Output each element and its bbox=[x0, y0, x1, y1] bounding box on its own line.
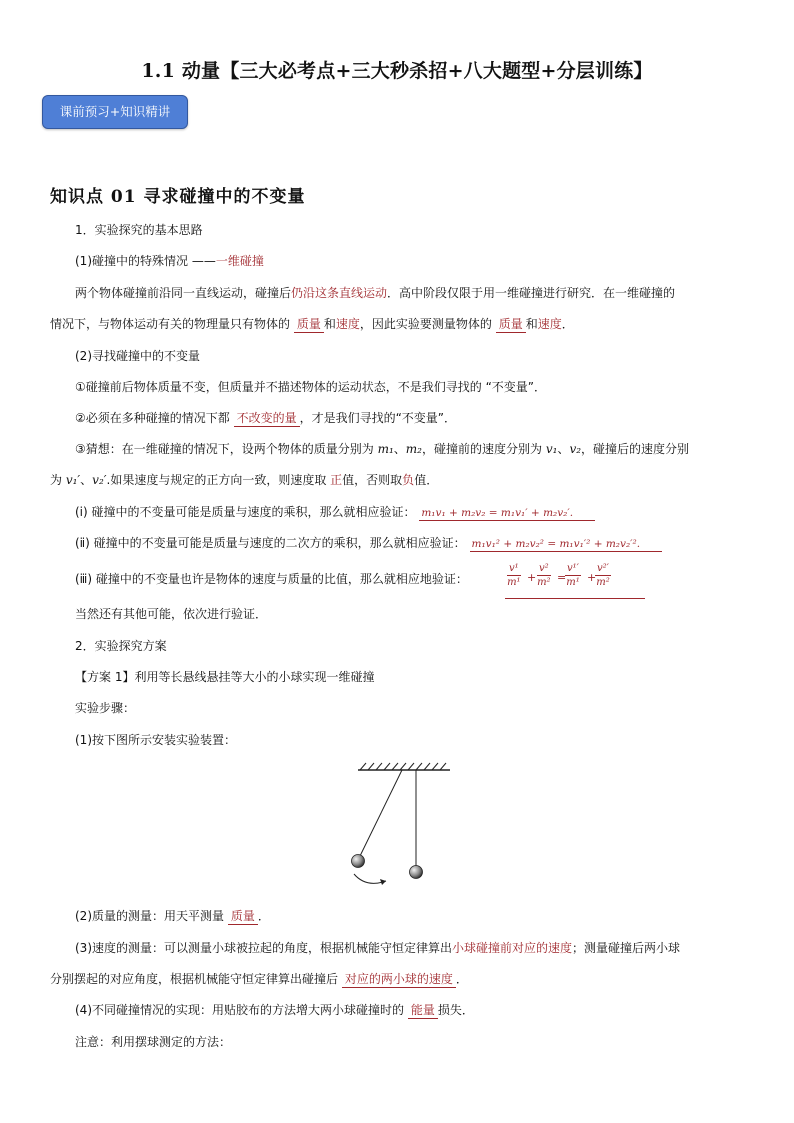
step-3-cont: 分别摆起的对应角度，根据机械能守恒定律算出碰撞后 对应的两小球的速度 ． bbox=[50, 972, 468, 986]
paragraph-line-2: 情况下，与物体运动有关的物理量只有物体的 质量 和速度，因此实验要测量物体的 质量 和速度． bbox=[50, 317, 574, 331]
step-3: (3)速度的测量：可以测量小球被拉起的角度，根据机械能守恒定律算出小球碰撞前对应的速度；测量碰撞后两小球 bbox=[75, 941, 681, 955]
guess-2: (ⅱ) 碰撞中的不变量可能是质量与速度的二次方的乘积，那么就相应验证： m₁v₁² + m₂v₂² = m₁v₁′² + m₂v₂′². bbox=[75, 535, 775, 552]
circle-item-1: ①碰撞前后物体质量不变，但质量并不描述物体的运动状态，不是我们寻找的 “不变量”． bbox=[75, 380, 547, 394]
paragraph-line-1: 两个物体碰撞前沿同一直线运动，碰撞后仍沿这条直线运动．高中阶段仅限于用一维碰撞进行研究．在一维碰撞的 bbox=[75, 286, 676, 300]
note: 注意：利用摆球测定的方法： bbox=[75, 1035, 232, 1049]
knowledge-point-heading: 知识点 01 寻求碰撞中的不变量 bbox=[50, 187, 306, 207]
section-badge-button[interactable]: 课前预习+知识精讲 bbox=[42, 95, 188, 129]
left-ball bbox=[352, 855, 365, 868]
steps-label: 实验步骤： bbox=[75, 701, 136, 715]
guess-3: (ⅲ) 碰撞中的不变量也许是物体的速度与质量的比值，那么就相应地验证： bbox=[75, 572, 468, 586]
fraction-4: $\frac{\text{v²′}}{\text{m²}}$ bbox=[596, 563, 610, 588]
page-title: 1.1 动量【三大必考点+三大秒杀招+八大题型+分层训练】 bbox=[141, 60, 653, 82]
subsection-1-1: (1)碰撞中的特殊情况 ——一维碰撞 bbox=[75, 254, 264, 268]
step-4: (4)不同碰撞情况的实现：用贴胶布的方法增大两小球碰撞时的 能量 损失． bbox=[75, 1003, 474, 1017]
pendulum-diagram bbox=[340, 762, 460, 892]
right-ball bbox=[410, 866, 423, 879]
section-2-title: 2．实验探究方案 bbox=[75, 639, 167, 653]
plan-1-title: 【方案 1】利用等长悬线悬挂等大小的小球实现一维碰撞 bbox=[75, 670, 375, 684]
section-1-title: 1．实验探究的基本思路 bbox=[75, 223, 203, 237]
circle-item-3: ③猜想：在一维碰撞的情况下，设两个物体的质量分别为 m₁、m₂，碰撞前的速度分别为 v₁、v₂，碰撞后的速度分别 bbox=[75, 442, 690, 456]
ceiling-hatch bbox=[360, 763, 446, 770]
left-string bbox=[360, 770, 402, 856]
guess-1: (ⅰ) 碰撞中的不变量可能是质量与速度的乘积，那么就相应验证： m₁v₁ + m₂v₂ = m₁v₁′ + m₂v₂′. bbox=[75, 504, 775, 521]
other-possibilities: 当然还有其他可能，依次进行验证． bbox=[75, 607, 268, 621]
subsection-1-2: (2)寻找碰撞中的不变量 bbox=[75, 349, 200, 363]
highlight-1d-collision: 一维碰撞 bbox=[215, 254, 264, 268]
fraction-3: $\frac{\text{v¹′}}{\text{m¹}}$ bbox=[566, 563, 580, 588]
step-1: (1)按下图所示安装实验装置： bbox=[75, 733, 236, 747]
step-2: (2)质量的测量：用天平测量 质量 ． bbox=[75, 909, 270, 923]
circle-item-3-cont: 为 v₁′、v₂′.如果速度与规定的正方向一致，则速度取 正值，否则取负值． bbox=[50, 473, 439, 487]
equation-momentum: m₁v₁ + m₂v₂ = m₁v₁′ + m₂v₂′. bbox=[419, 507, 595, 521]
equation-ratio: $\frac{\text{v¹}}{\text{m¹}}$ + $\frac{\text{v²}}{\text{m²}}$ = $\frac{\text{v¹′}}{\text{m¹}}$ + $\frac{\text{v²′}}{\text{m²}}$ bbox=[505, 560, 645, 599]
fraction-1: $\frac{\text{v¹}}{\text{m¹}}$ bbox=[507, 563, 521, 588]
circle-item-2: ②必须在多种碰撞的情况下都 不改变的量 ，才是我们寻找的“不变量”． bbox=[75, 411, 457, 425]
fraction-2: $\frac{\text{v²}}{\text{m²}}$ bbox=[537, 563, 551, 588]
highlight-same-line: 仍沿这条直线运动 bbox=[291, 286, 388, 300]
equation-mv-squared: m₁v₁² + m₂v₂² = m₁v₁′² + m₂v₂′². bbox=[470, 538, 663, 552]
